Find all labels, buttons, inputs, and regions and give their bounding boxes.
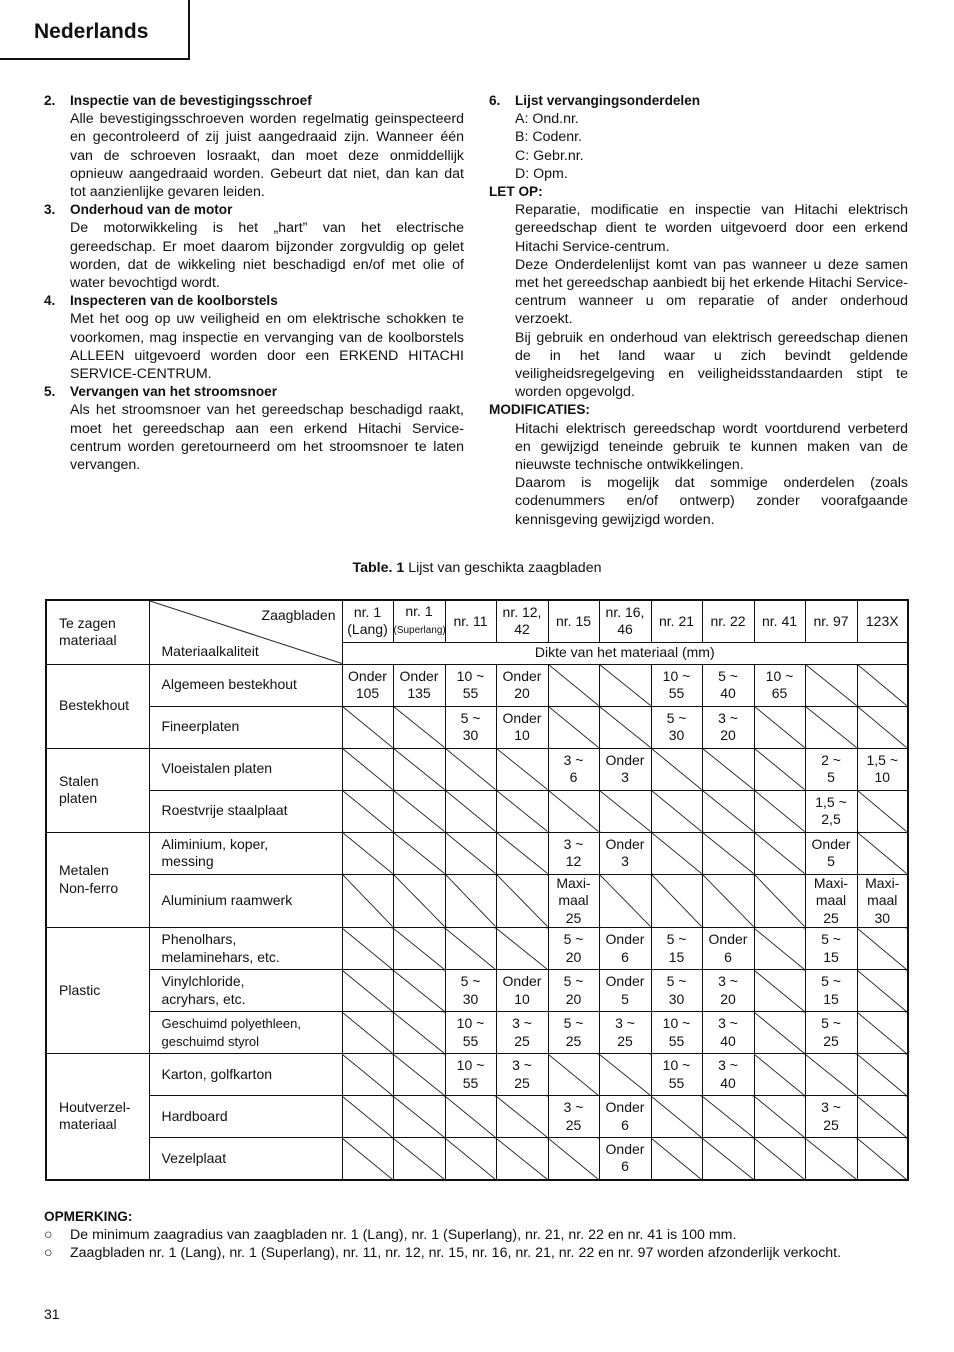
thickness-cell: 10 ~ 55 <box>445 1054 496 1096</box>
not-applicable-cell <box>445 928 496 970</box>
note-item: ○ De minimum zaagradius van zaagbladen nr. 1 (Lang), nr. 1 (Superlang), nr. 21, nr. 22 en nr. 41 is 100 mm. <box>44 1227 737 1243</box>
not-applicable-cell <box>754 970 805 1012</box>
not-applicable-cell <box>857 970 908 1012</box>
not-applicable-cell <box>342 790 393 832</box>
not-applicable-cell <box>342 832 393 874</box>
language-tab <box>0 0 190 60</box>
not-applicable-cell <box>754 1012 805 1054</box>
not-applicable-cell <box>599 664 651 706</box>
thickness-cell: Onder 3 <box>599 832 651 874</box>
not-applicable-cell <box>445 748 496 790</box>
section-heading: 5. Vervangen van het stroomsnoer <box>44 384 277 400</box>
thickness-cell: 10 ~ 55 <box>445 1012 496 1054</box>
material-quality: Vloeistalen platen <box>149 748 342 790</box>
not-applicable-cell <box>445 832 496 874</box>
not-applicable-cell <box>754 1054 805 1096</box>
thickness-cell: Onder 20 <box>496 664 548 706</box>
blade-header: nr. 41 <box>754 600 805 642</box>
material-group: Metalen Non-ferro <box>46 832 149 928</box>
legend-item: C: Gebr.nr. <box>515 147 584 164</box>
blade-header: nr. 22 <box>702 600 754 642</box>
thickness-cell: Onder 10 <box>496 970 548 1012</box>
not-applicable-cell <box>548 664 599 706</box>
not-applicable-cell <box>393 874 445 928</box>
material-quality: Vinylchloride, acryhars, etc. <box>149 970 342 1012</box>
thickness-cell: 3 ~ 20 <box>702 970 754 1012</box>
not-applicable-cell <box>599 706 651 748</box>
not-applicable-cell <box>651 790 702 832</box>
material-quality: Hardboard <box>149 1096 342 1138</box>
not-applicable-cell <box>393 928 445 970</box>
not-applicable-cell <box>805 664 857 706</box>
not-applicable-cell <box>496 790 548 832</box>
section-heading: 2. Inspectie van de bevestigingsschroef <box>44 93 312 108</box>
left-column <box>44 92 464 474</box>
not-applicable-cell <box>342 706 393 748</box>
thickness-cell: 5 ~ 15 <box>805 928 857 970</box>
table-row <box>46 664 908 706</box>
section-heading: 4. Inspecteren van de koolborstels <box>44 293 278 309</box>
section-body: Met het oog op uw veiligheid en om elektrische schokken te voorkomen, mag inspectie en vervanging van de koolborstels ALLEEN uitgevoerd worden door een ERKEND HITACHI SERVICE-CENTRUM. <box>70 311 464 383</box>
not-applicable-cell <box>393 1012 445 1054</box>
not-applicable-cell <box>393 1096 445 1138</box>
paragraph: Reparatie, modificatie en inspectie van Hitachi elektrisch gereedschap dient te worden uitgevoerd door een erkend Hitachi Service-centrum. <box>515 202 908 255</box>
thickness-cell: 1,5 ~ 2,5 <box>805 790 857 832</box>
not-applicable-cell <box>342 928 393 970</box>
not-applicable-cell <box>857 1096 908 1138</box>
table-row <box>46 970 908 1012</box>
not-applicable-cell <box>445 1138 496 1180</box>
not-applicable-cell <box>496 874 548 928</box>
not-applicable-cell <box>393 832 445 874</box>
thickness-cell: 10 ~ 55 <box>445 664 496 706</box>
not-applicable-cell <box>342 970 393 1012</box>
thickness-cell: 5 ~ 25 <box>805 1012 857 1054</box>
blade-header: 123X <box>857 600 908 642</box>
not-applicable-cell <box>651 748 702 790</box>
material-quality: Algemeen bestekhout <box>149 664 342 706</box>
thickness-cell: 3 ~ 25 <box>496 1054 548 1096</box>
thickness-cell: 5 ~ 30 <box>651 706 702 748</box>
not-applicable-cell <box>445 790 496 832</box>
thickness-cell: 3 ~ 6 <box>548 748 599 790</box>
material-quality: Vezelplaat <box>149 1138 342 1180</box>
not-applicable-cell <box>857 1138 908 1180</box>
legend-item: D: Opm. <box>515 165 568 182</box>
material-group: Bestekhout <box>46 664 149 748</box>
not-applicable-cell <box>754 1096 805 1138</box>
blade-header: nr. 21 <box>651 600 702 642</box>
thickness-cell: 3 ~ 25 <box>548 1096 599 1138</box>
thickness-cell: 5 ~ 30 <box>651 970 702 1012</box>
not-applicable-cell <box>702 1138 754 1180</box>
not-applicable-cell <box>599 790 651 832</box>
notes <box>44 1208 914 1262</box>
thickness-cell: Onder 5 <box>599 970 651 1012</box>
not-applicable-cell <box>651 1138 702 1180</box>
thickness-cell: Onder 3 <box>599 748 651 790</box>
table-row <box>46 1096 908 1138</box>
thickness-header: Dikte van het materiaal (mm) <box>342 642 908 664</box>
material-quality: Roestvrije staalplaat <box>149 790 342 832</box>
not-applicable-cell <box>548 1054 599 1096</box>
section-heading: 3. Onderhoud van de motor <box>44 202 233 218</box>
thickness-cell: 5 ~ 40 <box>702 664 754 706</box>
not-applicable-cell <box>857 928 908 970</box>
blade-header: nr. 15 <box>548 600 599 642</box>
thickness-cell: 2 ~ 5 <box>805 748 857 790</box>
table-header-row <box>46 600 908 642</box>
table-row <box>46 1054 908 1096</box>
table-row <box>46 706 908 748</box>
not-applicable-cell <box>496 1138 548 1180</box>
not-applicable-cell <box>393 790 445 832</box>
thickness-cell: Onder 5 <box>805 832 857 874</box>
not-applicable-cell <box>805 1054 857 1096</box>
legend-item: A: Ond.nr. <box>515 111 579 128</box>
thickness-cell: 3 ~ 25 <box>599 1012 651 1054</box>
material-quality: Karton, golfkarton <box>149 1054 342 1096</box>
notes-heading: OPMERKING: <box>44 1209 133 1224</box>
let-op-heading: LET OP: <box>489 184 543 200</box>
thickness-cell: Maxi- maal 25 <box>548 874 599 928</box>
not-applicable-cell <box>342 1138 393 1180</box>
table-row <box>46 928 908 970</box>
table-row <box>46 1138 908 1180</box>
thickness-cell: 5 ~ 20 <box>548 970 599 1012</box>
not-applicable-cell <box>599 874 651 928</box>
not-applicable-cell <box>702 874 754 928</box>
not-applicable-cell <box>857 790 908 832</box>
not-applicable-cell <box>342 874 393 928</box>
table-row <box>46 790 908 832</box>
thickness-cell: Onder 6 <box>599 1096 651 1138</box>
thickness-cell: Onder 6 <box>599 1138 651 1180</box>
not-applicable-cell <box>805 706 857 748</box>
thickness-cell: 1,5 ~ 10 <box>857 748 908 790</box>
thickness-cell: Onder 6 <box>702 928 754 970</box>
thickness-cell: Onder 6 <box>599 928 651 970</box>
not-applicable-cell <box>754 928 805 970</box>
thickness-cell: 3 ~ 25 <box>496 1012 548 1054</box>
table-row <box>46 832 908 874</box>
not-applicable-cell <box>496 1096 548 1138</box>
blade-header: nr. 11 <box>445 600 496 642</box>
not-applicable-cell <box>496 928 548 970</box>
material-quality: Geschuimd polyethleen, geschuimd styrol <box>149 1012 342 1054</box>
thickness-cell: Maxi- maal 25 <box>805 874 857 928</box>
right-column <box>489 92 908 529</box>
not-applicable-cell <box>702 748 754 790</box>
modificaties-heading: MODIFICATIES: <box>489 402 590 418</box>
thickness-cell: Onder 105 <box>342 664 393 706</box>
paragraph: Daarom is mogelijk dat sommige onderdelen (zoals codenummers en/of ontwerp) zonder voorafgaande kennisgeving gewijzigd worden. <box>515 475 908 528</box>
thickness-cell: 10 ~ 55 <box>651 1012 702 1054</box>
not-applicable-cell <box>754 832 805 874</box>
not-applicable-cell <box>702 1096 754 1138</box>
paragraph: Hitachi elektrisch gereedschap wordt voortdurend verbeterd en gewijzigd teneinde gebruik te kunnen maken van de nieuwste technische ontwikkelingen. <box>515 420 908 474</box>
circle-bullet-icon: ○ <box>44 1245 53 1261</box>
not-applicable-cell <box>393 970 445 1012</box>
table-title: Table. 1 Lijst van geschikta zaagbladen <box>352 560 602 576</box>
thickness-cell: Onder 10 <box>496 706 548 748</box>
not-applicable-cell <box>445 874 496 928</box>
thickness-cell: Onder 135 <box>393 664 445 706</box>
saw-blade-table <box>45 599 909 1181</box>
table-row <box>46 874 908 928</box>
not-applicable-cell <box>548 790 599 832</box>
not-applicable-cell <box>496 748 548 790</box>
not-applicable-cell <box>393 748 445 790</box>
thickness-cell: 10 ~ 55 <box>651 664 702 706</box>
not-applicable-cell <box>857 1012 908 1054</box>
not-applicable-cell <box>702 832 754 874</box>
not-applicable-cell <box>754 1138 805 1180</box>
not-applicable-cell <box>857 832 908 874</box>
not-applicable-cell <box>857 1054 908 1096</box>
thickness-cell: Maxi- maal 30 <box>857 874 908 928</box>
material-quality: Fineerplaten <box>149 706 342 748</box>
not-applicable-cell <box>754 874 805 928</box>
not-applicable-cell <box>599 1054 651 1096</box>
thickness-cell: 3 ~ 40 <box>702 1054 754 1096</box>
not-applicable-cell <box>393 706 445 748</box>
material-group: Plastic <box>46 928 149 1054</box>
not-applicable-cell <box>857 706 908 748</box>
circle-bullet-icon: ○ <box>44 1227 53 1243</box>
paragraph: Bij gebruik en onderhoud van elektrisch gereedschap dienen de in het land waar u zich bevindt geldende veiligheidsregelgeving en veiligheidsstandaarden stipt te worden opgevolgd. <box>515 329 908 401</box>
not-applicable-cell <box>805 1138 857 1180</box>
thickness-cell: 10 ~ 65 <box>754 664 805 706</box>
modificaties-body <box>515 420 908 529</box>
not-applicable-cell <box>342 1054 393 1096</box>
not-applicable-cell <box>651 874 702 928</box>
thickness-cell: 5 ~ 30 <box>445 970 496 1012</box>
thickness-cell: 3 ~ 25 <box>805 1096 857 1138</box>
not-applicable-cell <box>651 1096 702 1138</box>
thickness-cell: 3 ~ 20 <box>702 706 754 748</box>
not-applicable-cell <box>548 1138 599 1180</box>
not-applicable-cell <box>342 748 393 790</box>
material-quality: Aluminium raamwerk <box>149 874 342 928</box>
not-applicable-cell <box>548 706 599 748</box>
section-body: Als het stroomsnoer van het gereedschap beschadigd raakt, moet het gereedschap aan een erkend Hitachi Service-centrum worden geretourneerd om het stroomsnoer te laten vervangen. <box>70 402 464 474</box>
thickness-cell: 5 ~ 20 <box>548 928 599 970</box>
material-group: Houtverzel- materiaal <box>46 1054 149 1180</box>
material-group: Stalen platen <box>46 748 149 832</box>
section-body: De motorwikkeling is het „hart” van het electrische gereedschap. Er moet daarom bijzonder zorgvuldig op gelet worden, dat de wikkeling niet beschadigd en/of met olie of water bevochtigd wordt. <box>70 220 464 292</box>
parts-list-legend <box>515 110 908 183</box>
blade-header: nr. 1 (Lang) <box>342 600 393 642</box>
not-applicable-cell <box>754 790 805 832</box>
thickness-cell: 5 ~ 25 <box>548 1012 599 1054</box>
thickness-cell: 3 ~ 12 <box>548 832 599 874</box>
note-item: ○ Zaagbladen nr. 1 (Lang), nr. 1 (Superlang), nr. 11, nr. 12, nr. 15, nr. 16, nr. 21, nr. 22 en nr. 97 worden afzonderlijk verkocht. <box>44 1245 842 1261</box>
material-quality: Aliminium, koper, messing <box>149 832 342 874</box>
thickness-cell: 3 ~ 40 <box>702 1012 754 1054</box>
table-row <box>46 1012 908 1054</box>
blade-header: nr. 16, 46 <box>599 600 651 642</box>
not-applicable-cell <box>342 1012 393 1054</box>
not-applicable-cell <box>393 1054 445 1096</box>
language-title: Nederlands <box>34 20 149 43</box>
blade-header: nr. 97 <box>805 600 857 642</box>
blade-header: nr. 12, 42 <box>496 600 548 642</box>
thickness-cell: 5 ~ 15 <box>805 970 857 1012</box>
let-op-body <box>515 201 908 401</box>
header-material: Te zagen materiaal <box>46 600 149 664</box>
not-applicable-cell <box>857 664 908 706</box>
not-applicable-cell <box>754 706 805 748</box>
not-applicable-cell <box>702 790 754 832</box>
material-quality: Phenolhars, melaminehars, etc. <box>149 928 342 970</box>
header-diagonal-cell <box>149 600 342 664</box>
not-applicable-cell <box>496 832 548 874</box>
header-quality-label: Materiaalkaliteit <box>161 643 259 659</box>
blade-header: nr. 1 (Superlang) <box>393 600 445 642</box>
thickness-cell: 5 ~ 15 <box>651 928 702 970</box>
not-applicable-cell <box>393 1138 445 1180</box>
section-body: Alle bevestigingsschroeven worden regelmatig geinspecteerd en gecontroleerd of zij juist aangedraaid zijn. Wanneer één van de schroeven losraakt, dan moet deze onmiddellijk opnieuw aangedraaid worden. Gebeurt dat niet, dan kan dat tot aanzienlijke gevaren leiden. <box>70 111 464 201</box>
page-number: 31 <box>44 1306 60 1322</box>
paragraph: Deze Onderdelenlijst komt van pas wanneer u deze samen met het gereedschap aanbiedt bij het erkende Hitachi Service-centrum wanneer u om reparatie of ander onderhoud verzoekt. <box>515 256 908 328</box>
not-applicable-cell <box>651 832 702 874</box>
thickness-cell: 5 ~ 30 <box>445 706 496 748</box>
not-applicable-cell <box>445 1096 496 1138</box>
not-applicable-cell <box>342 1096 393 1138</box>
table-row <box>46 748 908 790</box>
not-applicable-cell <box>754 748 805 790</box>
legend-item: B: Codenr. <box>515 129 583 146</box>
section-heading: 6. Lijst vervangingsonderdelen <box>489 93 701 108</box>
thickness-cell: 10 ~ 55 <box>651 1054 702 1096</box>
header-blades-label: Zaagbladen <box>261 607 336 623</box>
